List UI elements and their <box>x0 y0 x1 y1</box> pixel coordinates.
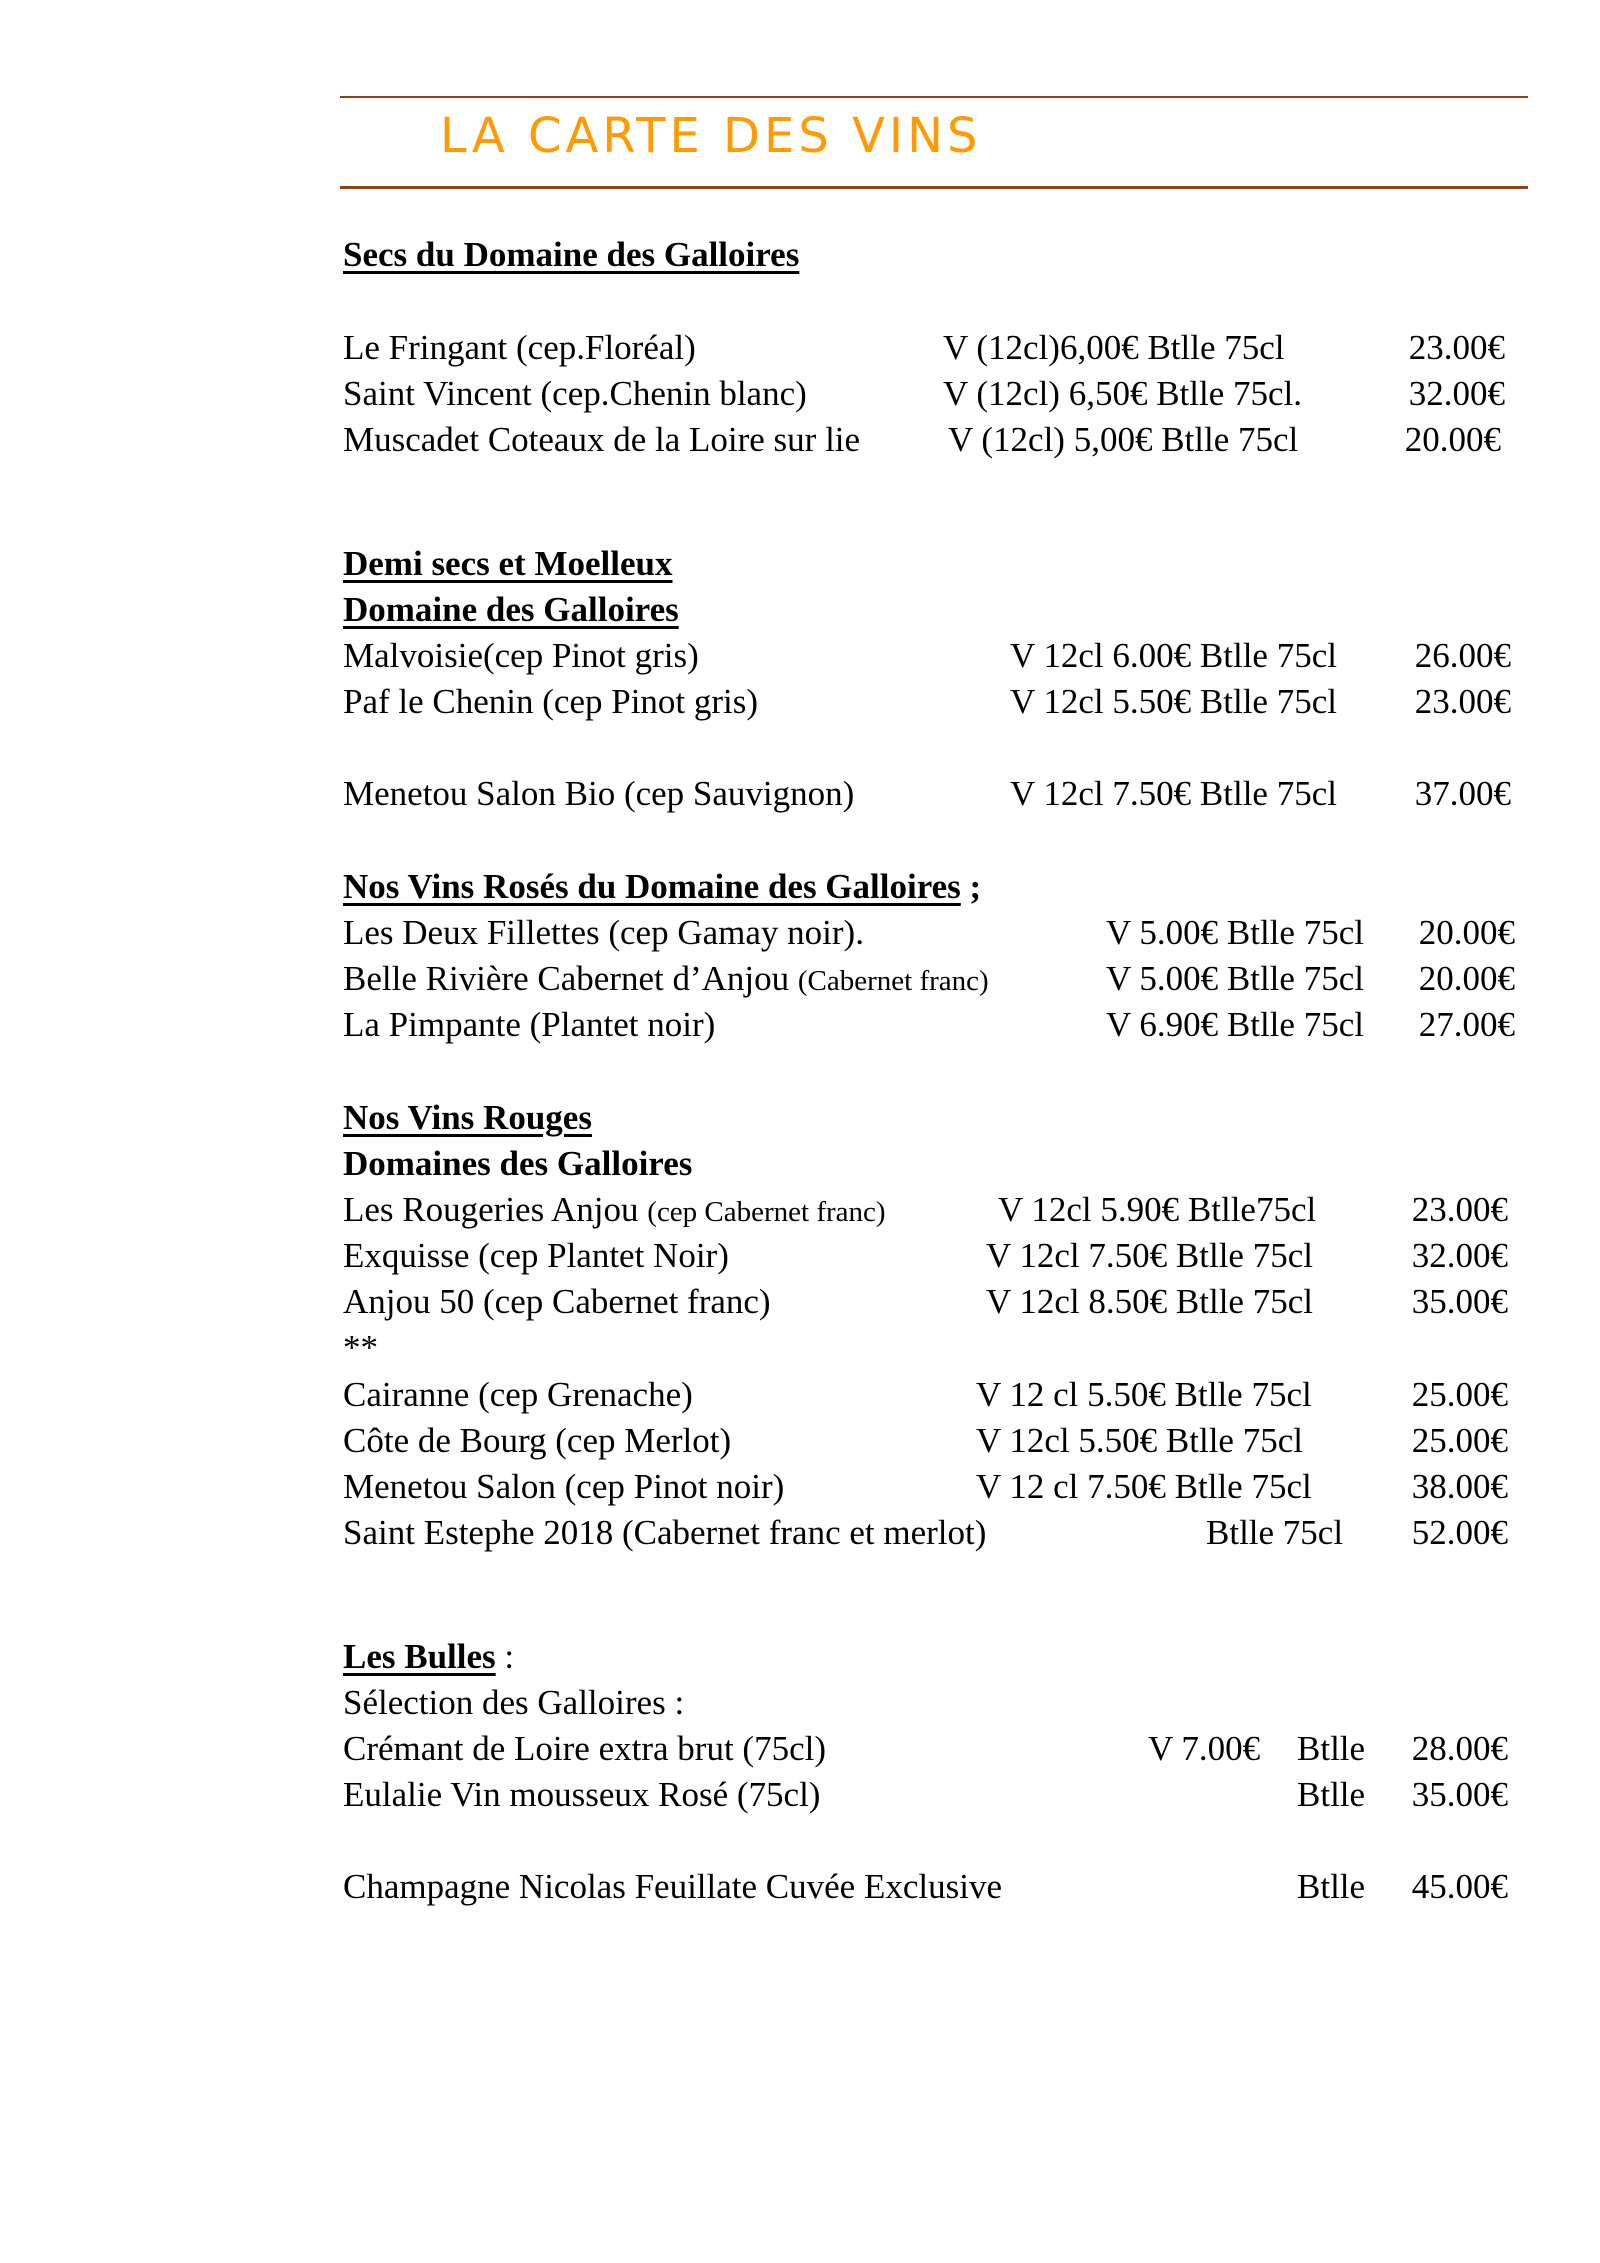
wine-name: Menetou Salon (cep Pinot noir) <box>343 1467 785 1506</box>
wine-bottle-unit: Btlle <box>1297 1867 1366 1906</box>
wine-glass-price: V 5.00€ Btlle 75cl <box>1106 913 1364 952</box>
wine-name: Paf le Chenin (cep Pinot gris) <box>343 682 759 721</box>
section-subheading: Domaine des Galloires <box>343 590 679 629</box>
wine-name <box>343 956 989 1002</box>
wine-name: Malvoisie(cep Pinot gris) <box>343 636 699 675</box>
wine-glass-price: V 12cl 5.50€ Btlle 75cl <box>976 1421 1303 1460</box>
wine-bottle-price: 23.00€ <box>1408 328 1505 367</box>
wine-bottle-price: 20.00€ <box>1418 913 1515 952</box>
wine-name <box>343 1187 886 1233</box>
wine-glass-price: V 12cl 5.50€ Btlle 75cl <box>1010 682 1337 721</box>
title-top-rule <box>340 96 1528 98</box>
wine-grape: (Cabernet franc) <box>797 965 989 997</box>
section-subheading: Domaines des Galloires <box>343 1144 693 1183</box>
wine-glass-price: V 6.90€ Btlle 75cl <box>1106 1005 1364 1044</box>
wine-name: Le Fringant (cep.Floréal) <box>343 328 696 367</box>
wine-glass-price: Btlle 75cl <box>1206 1513 1344 1552</box>
wine-bottle-price: 32.00€ <box>1408 374 1505 413</box>
wine-name: Côte de Bourg (cep Merlot) <box>343 1421 732 1460</box>
wine-bottle-price: 28.00€ <box>1411 1729 1508 1768</box>
wine-bottle-price: 37.00€ <box>1414 774 1511 813</box>
wine-name: Les Deux Fillettes (cep Gamay noir). <box>343 913 864 952</box>
wine-name: Menetou Salon Bio (cep Sauvignon) <box>343 774 855 813</box>
wine-bottle-price: 52.00€ <box>1411 1513 1508 1552</box>
wine-bottle-price: 25.00€ <box>1411 1375 1508 1414</box>
section-heading-suffix: ; <box>960 867 982 906</box>
wine-glass-price: V 12 cl 7.50€ Btlle 75cl <box>976 1467 1312 1506</box>
wine-bottle-price: 45.00€ <box>1411 1867 1508 1906</box>
wine-bottle-price: 27.00€ <box>1418 1005 1515 1044</box>
wine-glass-price: V (12cl) 6,50€ Btlle 75cl. <box>943 374 1303 413</box>
wine-name: Saint Vincent (cep.Chenin blanc) <box>343 374 807 413</box>
wine-name: Champagne Nicolas Feuillate Cuvée Exclusive <box>343 1867 1002 1906</box>
section-heading-bulles <box>343 1634 514 1680</box>
wine-bottle-unit: Btlle <box>1297 1729 1366 1768</box>
section-heading-rouges: Nos Vins Rouges <box>343 1098 592 1137</box>
wine-grape: (cep Cabernet franc) <box>647 1196 886 1228</box>
wine-glass-price: V 12cl 6.00€ Btlle 75cl <box>1010 636 1337 675</box>
section-heading-suffix: : <box>495 1637 515 1676</box>
wine-bottle-price: 35.00€ <box>1411 1282 1508 1321</box>
wine-bottle-price: 23.00€ <box>1414 682 1511 721</box>
wine-glass-price: V 5.00€ Btlle 75cl <box>1106 959 1364 998</box>
section-subheading: Sélection des Galloires : <box>343 1683 685 1722</box>
wine-name: Anjou 50 (cep Cabernet franc) <box>343 1282 771 1321</box>
page-title: LA CARTE DES VINS <box>440 108 982 164</box>
wine-name-text: Les Rougeries Anjou <box>343 1190 639 1229</box>
wine-glass-price: V (12cl) 5,00€ Btlle 75cl <box>948 420 1299 459</box>
wine-bottle-unit: Btlle <box>1297 1775 1366 1814</box>
wine-name: Saint Estephe 2018 (Cabernet franc et merlot) <box>343 1513 987 1552</box>
separator-asterisks: ** <box>343 1328 378 1367</box>
title-bottom-rule <box>340 186 1528 189</box>
section-heading-secs: Secs du Domaine des Galloires <box>343 235 800 274</box>
wine-name: La Pimpante (Plantet noir) <box>343 1005 716 1044</box>
wine-name-text: Belle Rivière Cabernet d’Anjou <box>343 959 790 998</box>
wine-name: Cairanne (cep Grenache) <box>343 1375 693 1414</box>
wine-bottle-price: 35.00€ <box>1411 1775 1508 1814</box>
wine-bottle-price: 26.00€ <box>1414 636 1511 675</box>
wine-bottle-price: 20.00€ <box>1418 959 1515 998</box>
wine-bottle-price: 32.00€ <box>1411 1236 1508 1275</box>
wine-glass-price: V 7.00€ <box>1148 1729 1261 1768</box>
section-heading-text: Les Bulles <box>343 1637 496 1676</box>
wine-bottle-price: 38.00€ <box>1411 1467 1508 1506</box>
wine-name: Muscadet Coteaux de la Loire sur lie <box>343 420 861 459</box>
wine-glass-price: V 12cl 7.50€ Btlle 75cl <box>986 1236 1313 1275</box>
wine-glass-price: V (12cl)6,00€ Btlle 75cl <box>943 328 1285 367</box>
wine-name: Exquisse (cep Plantet Noir) <box>343 1236 729 1275</box>
wine-glass-price: V 12 cl 5.50€ Btlle 75cl <box>976 1375 1312 1414</box>
wine-glass-price: V 12cl 5.90€ Btlle75cl <box>998 1190 1317 1229</box>
wine-bottle-price: 25.00€ <box>1411 1421 1508 1460</box>
wine-bottle-price: 20.00€ <box>1404 420 1501 459</box>
section-heading-demi-secs: Demi secs et Moelleux <box>343 544 673 583</box>
section-heading-text: Nos Vins Rosés du Domaine des Galloires <box>343 867 961 906</box>
wine-name: Eulalie Vin mousseux Rosé (75cl) <box>343 1775 821 1814</box>
wine-glass-price: V 12cl 7.50€ Btlle 75cl <box>1010 774 1337 813</box>
wine-name: Crémant de Loire extra brut (75cl) <box>343 1729 826 1768</box>
section-heading-roses <box>343 864 981 910</box>
wine-bottle-price: 23.00€ <box>1411 1190 1508 1229</box>
wine-glass-price: V 12cl 8.50€ Btlle 75cl <box>986 1282 1313 1321</box>
